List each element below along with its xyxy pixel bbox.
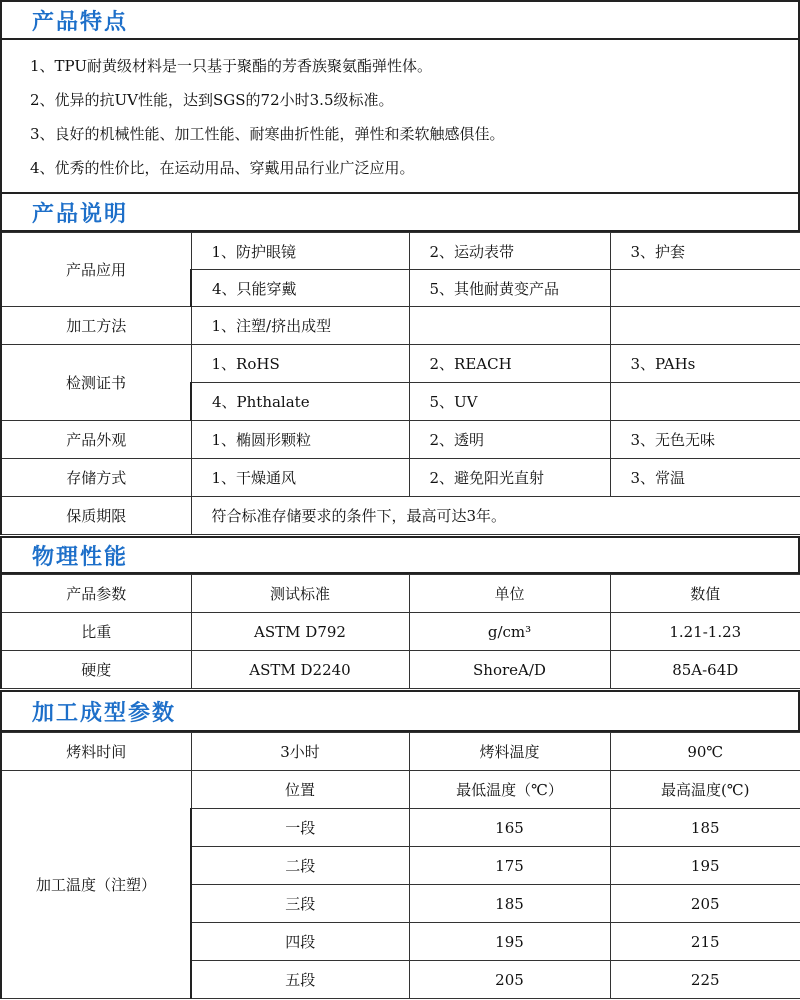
certificate-item: 3、PAHs <box>610 345 800 383</box>
physical-cell: ASTM D2240 <box>191 651 409 689</box>
physical-header: 单位 <box>409 575 610 613</box>
application-item: 4、只能穿戴 <box>191 270 409 307</box>
appearance-item: 2、透明 <box>409 421 610 459</box>
temp-cell: 165 <box>409 809 610 847</box>
application-item: 3、护套 <box>610 233 800 270</box>
features-list <box>0 40 800 192</box>
drying-temp-label: 烤料温度 <box>409 733 610 771</box>
description-table <box>0 232 800 535</box>
features-section-title: 产品特点 <box>0 0 800 40</box>
temp-cell: 205 <box>409 961 610 999</box>
temp-cell: 195 <box>610 847 800 885</box>
physical-cell: ASTM D792 <box>191 613 409 651</box>
temp-header: 最低温度（℃） <box>409 771 610 809</box>
description-section-title: 产品说明 <box>0 192 800 232</box>
certificate-item: 1、RoHS <box>191 345 409 383</box>
storage-item: 3、常温 <box>610 459 800 497</box>
application-item: 2、运动表带 <box>409 233 610 270</box>
physical-cell: 1.21-1.23 <box>610 613 800 651</box>
drying-time-value: 3小时 <box>191 733 409 771</box>
physical-header: 数值 <box>610 575 800 613</box>
processing-table <box>0 732 800 999</box>
physical-section-title: 物理性能 <box>0 536 800 574</box>
appearance-item: 1、椭圆形颗粒 <box>191 421 409 459</box>
temp-cell: 225 <box>610 961 800 999</box>
storage-item: 2、避免阳光直射 <box>409 459 610 497</box>
drying-time-label: 烤料时间 <box>1 733 191 771</box>
temp-cell: 185 <box>409 885 610 923</box>
processing-section-title: 加工成型参数 <box>0 690 800 732</box>
physical-cell: ShoreA/D <box>409 651 610 689</box>
physical-header: 产品参数 <box>1 575 191 613</box>
application-label: 产品应用 <box>1 233 191 307</box>
temp-cell: 四段 <box>191 923 409 961</box>
temp-header: 最高温度(℃) <box>610 771 800 809</box>
physical-cell: 硬度 <box>1 651 191 689</box>
temp-cell: 195 <box>409 923 610 961</box>
temp-cell: 215 <box>610 923 800 961</box>
temp-header: 位置 <box>191 771 409 809</box>
empty-cell <box>409 307 610 345</box>
temp-cell: 五段 <box>191 961 409 999</box>
application-item: 1、防护眼镜 <box>191 233 409 270</box>
temp-cell: 三段 <box>191 885 409 923</box>
temp-cell: 二段 <box>191 847 409 885</box>
feature-item: 1、TPU耐黄级材料是一只基于聚酯的芳香族聚氨酯弹性体。 <box>30 57 433 75</box>
certificates-label: 检测证书 <box>1 345 191 421</box>
temp-cell: 175 <box>409 847 610 885</box>
processing-method-item: 1、注塑/挤出成型 <box>191 307 409 345</box>
shelf-life-label: 保质期限 <box>1 497 191 535</box>
physical-cell: 85A-64D <box>610 651 800 689</box>
empty-cell <box>610 270 800 307</box>
physical-table <box>0 574 800 689</box>
temp-cell: 205 <box>610 885 800 923</box>
application-item: 5、其他耐黄变产品 <box>409 270 610 307</box>
physical-cell: g/cm³ <box>409 613 610 651</box>
processing-method-label: 加工方法 <box>1 307 191 345</box>
feature-item: 4、优秀的性价比，在运动用品、穿戴用品行业广泛应用。 <box>30 159 415 177</box>
temp-cell: 一段 <box>191 809 409 847</box>
empty-cell <box>610 307 800 345</box>
certificate-item: 2、REACH <box>409 345 610 383</box>
temp-cell: 185 <box>610 809 800 847</box>
feature-item: 2、优异的抗UV性能，达到SGS的72小时3.5级标准。 <box>30 91 394 109</box>
certificate-item: 5、UV <box>409 383 610 421</box>
shelf-life-text: 符合标准存储要求的条件下，最高可达3年。 <box>191 497 800 535</box>
appearance-label: 产品外观 <box>1 421 191 459</box>
empty-cell <box>610 383 800 421</box>
storage-label: 存储方式 <box>1 459 191 497</box>
appearance-item: 3、无色无味 <box>610 421 800 459</box>
certificate-item: 4、Phthalate <box>191 383 409 421</box>
drying-temp-value: 90℃ <box>610 733 800 771</box>
physical-header: 测试标准 <box>191 575 409 613</box>
storage-item: 1、干燥通风 <box>191 459 409 497</box>
physical-cell: 比重 <box>1 613 191 651</box>
processing-temp-label: 加工温度（注塑） <box>1 771 191 999</box>
feature-item: 3、良好的机械性能、加工性能、耐寒曲折性能，弹性和柔软触感俱佳。 <box>30 125 505 143</box>
